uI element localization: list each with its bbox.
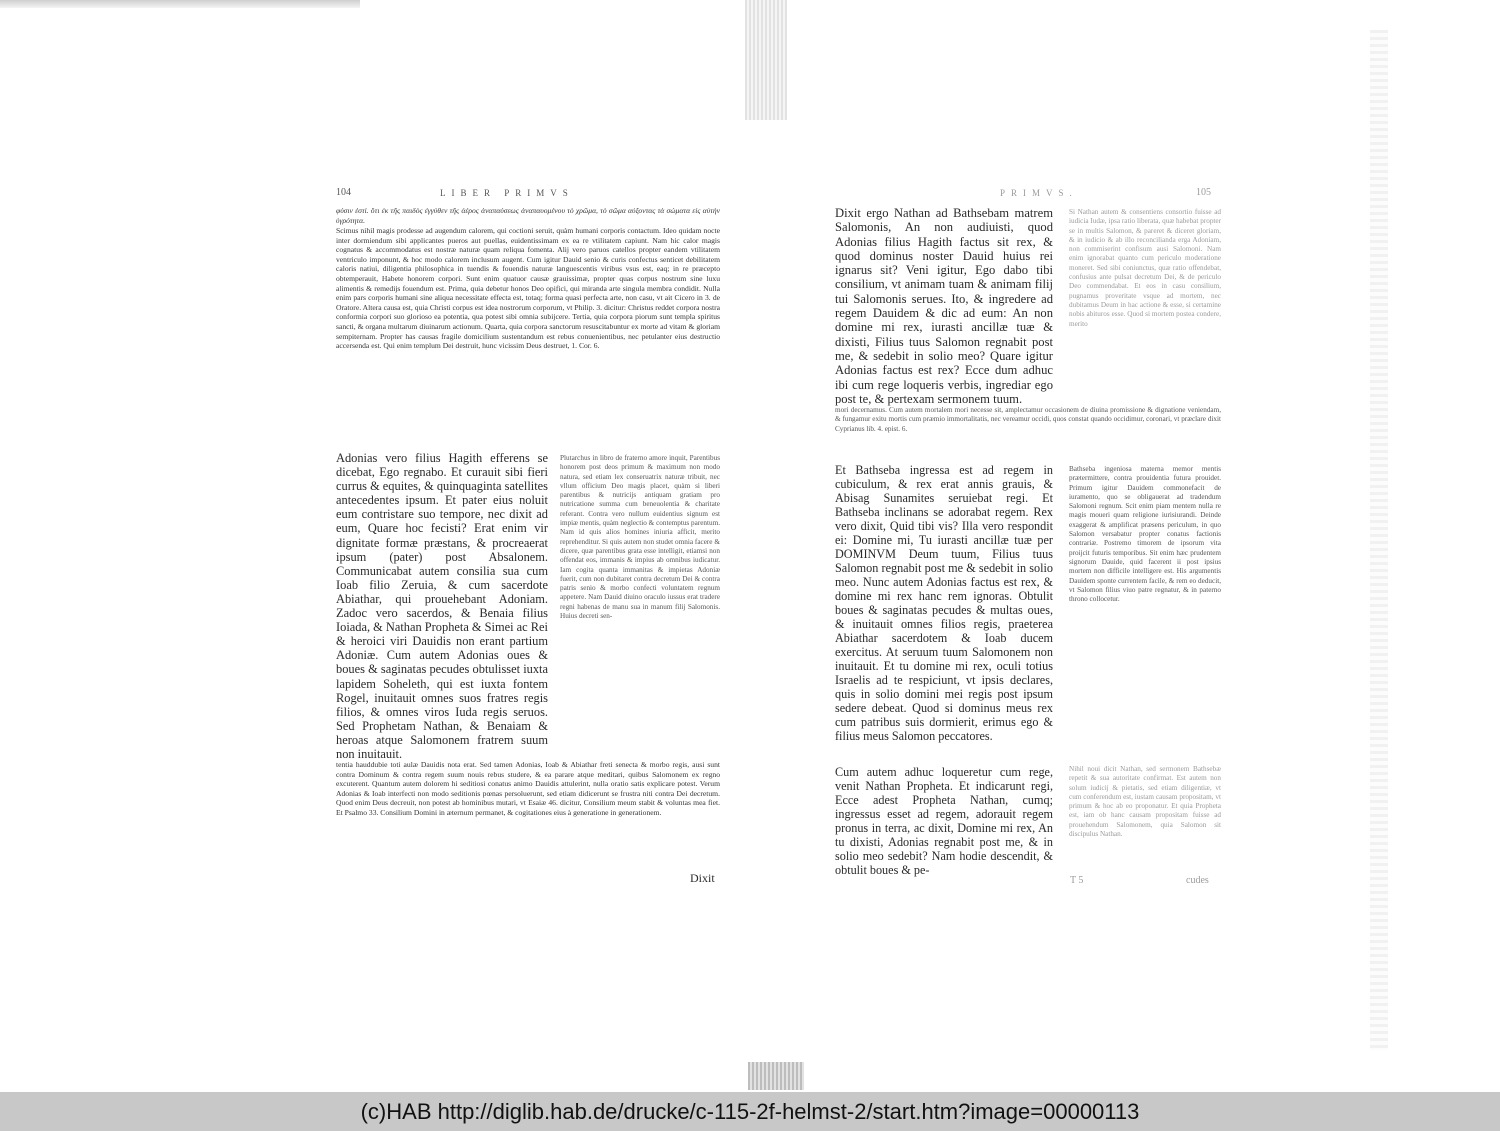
- running-head-left: LIBER PRIMVS: [440, 188, 574, 198]
- greek-lines: φύσιν ἐστὶ. ὅτι ἐκ τῆς παιδὸς ἐγγύθεν τῆς ἀέρος ἀναπαύσεως ἀναπαυομένου τὸ χρῶμα, τὸ σῶμα αὐξοντας τὰ σώματα εἰς αὐτὴν ὑγρότητα.: [336, 206, 720, 225]
- copyright-footer: [0, 1092, 1500, 1131]
- side-note-right-3: Nihil noui dicit Nathan, sed sermonem Bathsebæ repetit & sua autoritate confirmat. Est autem non solum iudicij & pietatis, sed etiam diligentiæ, vt cum conferendum est, iustam causam propositam, vt primum & hoc ab eo proponatur. Et quia Propheta est, iam ob hanc causam propositam fuisse ad prouehendum Salomonem, quia Salomon sit discipulus Nathan.: [1069, 765, 1221, 839]
- side-note-right-2: Bathseba ingeniosa materna memor mentis prætermittere, contra prouidentia futura prouidet. Primum igitur Dauidem commonefacit de iuramento, quo se obligauerat ad tradendum Salomoni regnum. Scit enim piam mentem nulla re magis moueri quam religione iurisiurandi. Deinde exaggerat & amplificat præsens periculum, in quo Salomon versabatur propter conatus factionis contrariæ. Postremo timorem de ipsorum vita proijcit futuris temporibus. Sit enim hæc prudentem signorum Dauide, quid facerent ii post ipsius mortem non difficile intelligere est. His argumentis Dauidem sponte currentem facile, & rem eo deducit, vt Salomon filius viuo patre regnatur, & in paterno throno collocetur.: [1069, 465, 1221, 604]
- top-note: Scimus nihil magis prodesse ad augendum calorem, qui coctioni seruit, quàm humani corporis contactum. Ideo quidam nocte inter dormiendum sibi applicantes pueros aut puellas, euidentissimam ex ea re vtilitatem capiunt. Nam hic calor magis cognatus & accommodatus est nostræ naturæ quam reliqua fomenta. Alij vero paruos catellos propter eandem vtilitatem ventriculo imponunt, & hoc modo calorem inclusum augent. Cum igitur Dauid senio & curis confectus senticet debilitatem caloris natiui, diligentia philosophica in tuendis & fouendis naturæ languescentis viribus vsus est, eaq; in re præcepto obtemperauit, Habete honorem corpori. Sunt enim quatuor causæ grauissimæ, propter quas corpus nostrum sine luxu alimentis & remedijs fouendum est. Prima, quia debetur honos Deo opifici, qui miranda arte singula membra condidit. Nulla enim pars corporis humani sine aliqua necessitate effecta est, totaq; forma quasi perfecta arte, non casu, vt ait Cicero in 3. de Oratore. Altera causa est, quia Christi corpus est idea nostrorum corporum, vt Philip. 3. dicitur: Christus reddet corpora nostra conformia corpori suo glorioso ea potentia, qua potest sibi omnia subijcere. Tertia, quia corpora piorum sunt templa spiritus sancti, & organa multarum diuinarum actionum. Quarta, quia corpora sanctorum resuscitabuntur ex morte ad vitam & gloriam sempiternam. Propter has causas fragile domicilium sustentandum est rebus conuenientibus, nec petulanter eius destructio accersenda est. Qui enim templum Dei destruit, hunc vicissim Deus destruet, 1. Cor. 6.: [336, 226, 720, 351]
- page-number-right: 105: [1196, 187, 1211, 198]
- page-edge-shadow: [1370, 30, 1388, 1050]
- main-text-left: Adonias vero filius Hagith efferens se dicebat, Ego regnabo. Et curauit sibi fieri currus & equites, & quinquaginta satellites antecedentes ipsum. Et pater eius noluit eum contristare suo tempore, nec dixit ad eum, Quare hoc fecisti? Erat enim vir dignitate formæ præstans, & procreaerat ipsum (pater) post Absalonem. Communicabat autem consilia sua cum Ioab filio Zeruia, & cum sacerdote Abiathar, qui prouehebant Adoniam. Zadoc vero sacerdos, & Benaia filius Ioiada, & Nathan Propheta & Simei ac Rei & heroici viri Dauidis non erant partium Adoniæ. Cum autem Adonias oues & boues & saginatas pecudes obtulisset iuxta lapidem Soheleth, qui est iuxta fontem Rogel, inuitauit omnes suos fratres regis filios, & omnes viros Iuda regis seruos. Sed Prophetam Nathan, & Benaiam & heroas atque Salomonem fratrem suum non inuitauit.: [336, 451, 548, 761]
- main-text-right-3: Cum autem adhuc loqueretur cum rege, venit Nathan Propheta. Et indicarunt regi, Ecce adest Propheta Nathan, cumq; ingressus esset ad regem, adorauit regem pronus in terra, ac dixit, Domine mi rex, An tu dixisti, Adonias regnabit post me, & in solio meo sedebit? Nam hodie descendit, & obtulit boues & pe-: [835, 765, 1053, 877]
- side-note-right-1-tail: mori decernamus. Cum autem mortalem mori necesse sit, amplectamur occasionem de diuina promissione & dignatione veniendam, & fungamur exitu mortis cum præmio immortalitatis, nec vereamur occidi, quos constat quando occidimur, coronari, vt præclare dixit Cyprianus lib. 4. epist. 6.: [835, 406, 1221, 433]
- footer-caption: (c)HAB http://diglib.hab.de/drucke/c-115-2f-helmst-2/start.htm?image=00000113: [360, 1098, 1140, 1124]
- bottom-note: tentia hauddubie toti aulæ Dauidis nota erat. Sed tamen Adonias, Ioab & Abiathar freti senecta & morbo regis, ausi sunt contra Dominum & contra regem suum nouis rebus studere, & ea parare atque meditari, quibus Salomonem ex regno excuterent. Quantum autem dolorem hi seditiosi conatus animo Dauidis attulerint, nulla oratio satis explicare potest. Verum Adonias & Ioab interfecti non modo seditionis pœnas persoluerunt, sed etiam didicerunt se frustra niti contra Dei decretum. Quod enim Deus decreuit, non potest ab hominibus mutari, vt Esaiæ 46. dicitur, Consilium meum stabit & voluntas mea fiet. Et Psalmo 33. Consilium Domini in æternum permanet, & cogitationes eius à generatione in generationem.: [336, 760, 720, 817]
- catchword-right: cudes: [1186, 875, 1209, 886]
- catchword-left: Dixit: [690, 871, 715, 885]
- side-note-right-1: Si Nathan autem & consentiens consortio fuisse ad iudicia Iudæ, ipsa ratio liberata, quæ habebat propter se in multis Salomon, & pareret & diceret gloriam, & in iudicio & ab illo reconcilianda erga Adoniam, non commiserint confisum ausi Salomoni. Nam enim ignorabat quanto cum periculo moderatione moneret. Sed sibi coniunctus, quæ ratio offendebat, confusius ante pulsat decretum Dei, & de periculo Deo commendabat. Et eos in casu consilium, pugnamus proveritate vsque ad mortem, nec dubitamus Deum in hac actione & esse, si certamine nobis abituros esse. Quod si mortem postea condere, merito: [1069, 208, 1221, 328]
- scan-edge: [0, 0, 360, 8]
- page-number-left: 104: [336, 187, 351, 198]
- running-head-right: PRIMVS.: [1000, 188, 1078, 198]
- side-note-left: Plutarchus in libro de fraterno amore inquit, Parentibus honorem post deos primum & maximum non modo natura, sed etiam lex conseruatrix naturæ tribuit, nec vllum officium Deo magis placet, quàm si liberi parentibus & nutricijs antiquam gratiam pro nutricatione summa cum beneuolentia & charitate referant. Contra vero nullum euidentius signum est impiæ mentis, quàm neglectio & contemptus parentum. Nam id quis alios homines iniuria afficit, merito reprehenditur. Si quis autem non studet omnia facere & dicere, quæ parentibus grata esse intelligit, etiamsi non offendat eos, immanis & impius ab omnibus iudicatur. Iam cogita quanta immanitas & impietas Adoniæ fuerit, cum non dubitaret contra decretum Dei & contra patris senio & morbo confecti voluntatem regnum appetere. Nam Dauid diuino oraculo iussus erat tradere regni habenas de manu sua in manum filij Salomonis. Huius decreti sen-: [560, 454, 720, 621]
- signature-mark: T 5: [1070, 875, 1084, 886]
- book-gutter-bottom: [748, 1062, 804, 1090]
- main-text-right-2: Et Bathseba ingressa est ad regem in cubiculum, & rex erat annis grauis, & Abisag Sunamites seruiebat regi. Et Bathseba inclinans se adorabat regem. Rex vero dixit, Quid tibi vis? Illa vero respondit ei: Domine mi, Tu iurasti ancillæ tuæ per DOMINVM Deum tuum, Filius tuus Salomon regnabit post me & sedebit in solio meo. Nunc autem Adonias factus est rex, & domine mi rex hanc rem ignoras. Obtulit boues & saginatas pecudes & multas oues, & inuitauit omnes filios regis, praeterea Abiathar sacerdotem & Ioab ducem exercitus. At seruum tuum Salomonem non inuitauit. Et tu domine mi rex, oculi totius Israelis ad te respiciunt, vt ipsis declares, quis in solio domini mei regis post ipsum sedere debeat. Quod si dominus meus rex cum patribus suis dormierit, erimus ego & filius meus Salomon peccatores.: [835, 463, 1053, 743]
- book-gutter-top: [745, 0, 787, 120]
- main-text-right-1: Dixit ergo Nathan ad Bathsebam matrem Salomonis, An non audiuisti, quod Adonias filius Hagith factus sit rex, & quod dominus noster Dauid huius rei ignarus sit? Veni igitur, Ego dabo tibi consilium, vt animam tuam & animam filij tui Salomonis serues. Ito, & ingredere ad regem Dauidem & dic ad eum: An non domine mi rex, iurasti ancillæ tuæ & dixisti, Filius tuus Salomon regnabit post me, & sedebit in solio meo? Quare igitur Adonias factus est rex? Ecce dum adhuc ibi cum rege loqueris verbis, ingrediar ego post te, & pertexam sermonem tuum.: [835, 206, 1053, 406]
